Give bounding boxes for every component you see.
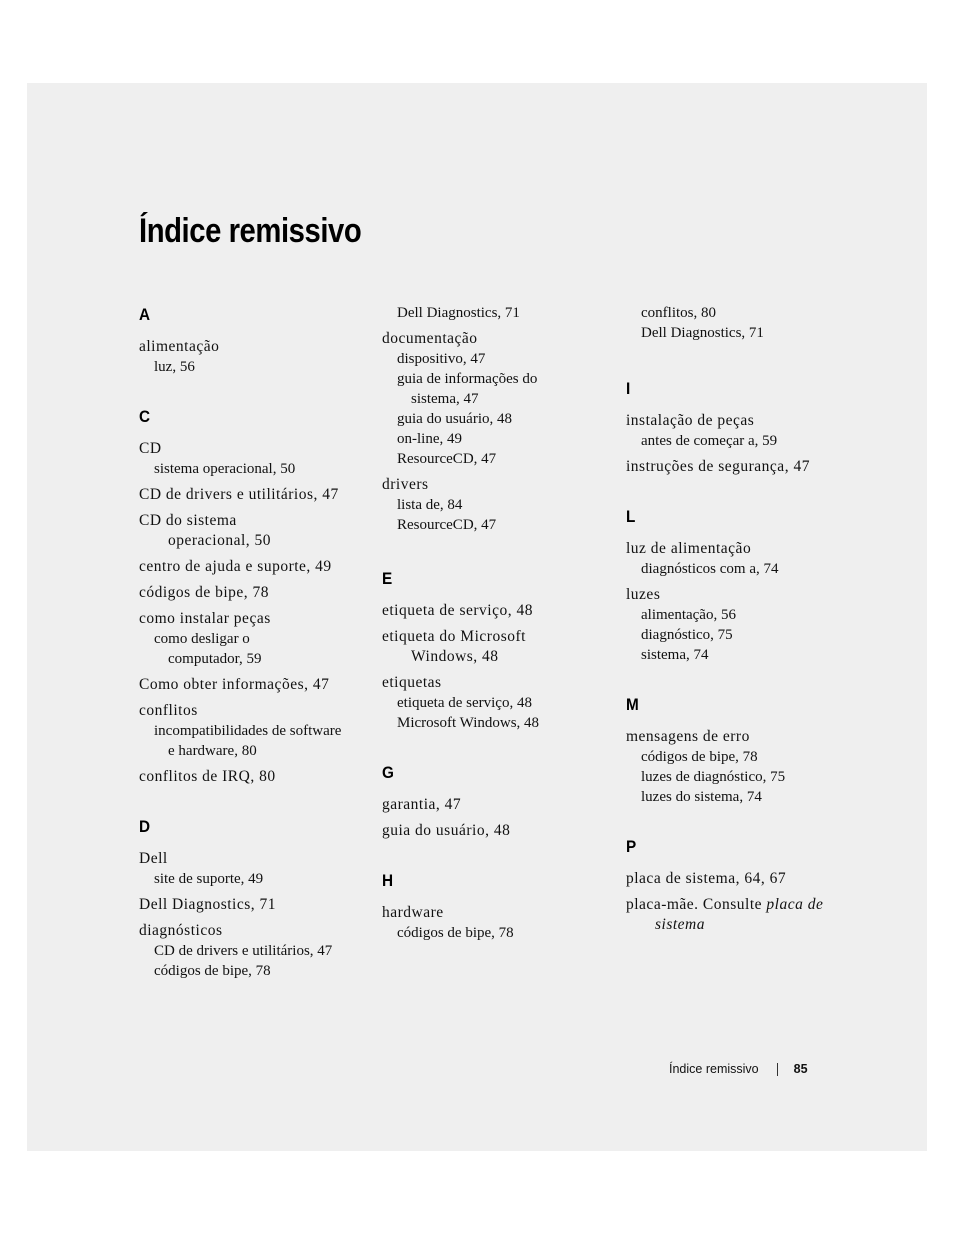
index-entry	[382, 627, 607, 667]
entry-subterm: luz, 56	[154, 359, 195, 375]
entry-subterm: on-line, 49	[397, 431, 462, 447]
section-letter: E	[382, 569, 393, 588]
index-entry	[626, 539, 851, 579]
cross-reference-continued: sistema	[655, 916, 705, 933]
index-column-2	[382, 303, 607, 965]
entry-subterm: códigos de bipe, 78	[641, 749, 758, 765]
entry-term: Dell Diagnostics, 71	[139, 896, 276, 913]
index-entry	[139, 895, 364, 915]
entry-term: Dell	[139, 850, 168, 867]
entry-term: garantia, 47	[382, 796, 462, 813]
index-section-e	[382, 569, 607, 733]
entry-subterm: luzes de diagnóstico, 75	[641, 769, 786, 785]
entry-subterm: códigos de bipe, 78	[397, 925, 514, 941]
entry-term: luzes	[626, 586, 661, 603]
index-section-p	[626, 837, 851, 935]
continued-entries	[382, 303, 607, 323]
entry-subterm: Dell Diagnostics, 71	[397, 305, 520, 321]
entry-subterm: diagnósticos com a, 74	[641, 561, 779, 577]
index-entry	[139, 485, 364, 505]
index-entry	[626, 585, 851, 665]
entry-subterm: códigos de bipe, 78	[154, 963, 271, 979]
footer-divider	[777, 1063, 778, 1076]
entry-term: placa de sistema, 64, 67	[626, 870, 787, 887]
entry-subterm-continued: sistema, 47	[411, 391, 479, 407]
entry-subterm: como desligar o	[154, 631, 250, 647]
entry-term: conflitos	[139, 702, 198, 719]
section-letter: A	[139, 305, 151, 324]
entry-subterm: sistema operacional, 50	[154, 461, 296, 477]
section-letter: P	[626, 837, 637, 856]
page-footer	[669, 1062, 808, 1076]
entry-subterm-continued: e hardware, 80	[168, 743, 257, 759]
entry-term: alimentação	[139, 338, 220, 355]
section-letter: I	[626, 379, 631, 398]
index-section-h	[382, 871, 607, 943]
entry-term: CD	[139, 440, 162, 457]
entry-term: diagnósticos	[139, 922, 223, 939]
entry-subterm: Dell Diagnostics, 71	[641, 325, 764, 341]
index-entry	[139, 849, 364, 889]
page-title: Índice remissivo	[139, 212, 362, 250]
entry-term: Como obter informações, 47	[139, 676, 330, 693]
entry-term: drivers	[382, 476, 429, 493]
entry-subterm: etiqueta de serviço, 48	[397, 695, 532, 711]
entry-term: documentação	[382, 330, 478, 347]
entry-term: códigos de bipe, 78	[139, 584, 270, 601]
section-letter: H	[382, 871, 394, 890]
entry-term: mensagens de erro	[626, 728, 750, 745]
index-entry	[626, 895, 851, 935]
entry-subterm: sistema, 74	[641, 647, 709, 663]
entry-term: conflitos de IRQ, 80	[139, 768, 276, 785]
index-entry	[139, 439, 364, 479]
index-entry	[139, 337, 364, 377]
section-letter: L	[626, 507, 636, 526]
entry-subterm: incompatibilidades de software	[154, 723, 342, 739]
index-section-l	[626, 507, 851, 665]
index-column-1	[139, 303, 364, 1003]
cross-reference: placa de	[766, 896, 824, 913]
entry-subterm: ResourceCD, 47	[397, 517, 497, 533]
entry-subterm-continued: computador, 59	[168, 651, 262, 667]
section-letter: D	[139, 817, 151, 836]
entry-subterm: Microsoft Windows, 48	[397, 715, 540, 731]
index-entry	[626, 457, 851, 477]
index-entry	[139, 511, 364, 551]
index-column-3	[626, 303, 851, 957]
index-section-a	[139, 305, 364, 377]
index-entry	[382, 903, 607, 943]
entry-term: instalação de peças	[626, 412, 755, 429]
index-section-m	[626, 695, 851, 807]
index-entry	[382, 601, 607, 621]
entry-subterm: ResourceCD, 47	[397, 451, 497, 467]
entry-subterm: dispositivo, 47	[397, 351, 486, 367]
index-entry	[139, 609, 364, 669]
entry-term: CD de drivers e utilitários, 47	[139, 486, 339, 503]
index-section-i	[626, 379, 851, 477]
entry-subterm: antes de começar a, 59	[641, 433, 778, 449]
entry-subterm: diagnóstico, 75	[641, 627, 733, 643]
index-entry	[626, 727, 851, 807]
index-entry	[626, 869, 851, 889]
entry-term-text: placa-mãe. Consulte	[626, 896, 763, 913]
index-entry	[139, 767, 364, 787]
continued-entries	[626, 303, 851, 343]
entry-subterm: guia de informações do	[397, 371, 538, 387]
index-entry	[382, 329, 607, 469]
entry-subterm: lista de, 84	[397, 497, 463, 513]
entry-subterm: CD de drivers e utilitários, 47	[154, 943, 333, 959]
entry-subterm: site de suporte, 49	[154, 871, 264, 887]
entry-subterm: luzes do sistema, 74	[641, 789, 762, 805]
entry-term: guia do usuário, 48	[382, 822, 511, 839]
entry-term: etiquetas	[382, 674, 442, 691]
section-letter: C	[139, 407, 151, 426]
footer-section-title: Índice remissivo	[669, 1062, 759, 1076]
entry-term-continued: Windows, 48	[411, 648, 499, 665]
index-entry	[382, 475, 607, 535]
index-entry	[626, 411, 851, 451]
index-entry	[139, 583, 364, 603]
index-entry	[139, 675, 364, 695]
section-letter: M	[626, 695, 639, 714]
entry-term: centro de ajuda e suporte, 49	[139, 558, 332, 575]
entry-term-continued: operacional, 50	[168, 532, 272, 549]
entry-term	[626, 895, 851, 915]
index-section-g	[382, 763, 607, 841]
entry-term: etiqueta de serviço, 48	[382, 602, 533, 619]
index-entry	[139, 557, 364, 577]
entry-subterm: guia do usuário, 48	[397, 411, 512, 427]
entry-term: CD do sistema	[139, 512, 237, 529]
entry-term: etiqueta do Microsoft	[382, 628, 526, 645]
entry-term: luz de alimentação	[626, 540, 752, 557]
index-entry	[382, 673, 607, 733]
entry-subterm: conflitos, 80	[641, 305, 716, 321]
index-section-d	[139, 817, 364, 981]
page-number: 85	[793, 1062, 808, 1076]
index-entry	[139, 701, 364, 761]
entry-subterm: alimentação, 56	[641, 607, 736, 623]
index-entry	[382, 821, 607, 841]
index-section-c	[139, 407, 364, 787]
entry-term: instruções de segurança, 47	[626, 458, 810, 475]
index-entry	[139, 921, 364, 981]
section-letter: G	[382, 763, 394, 782]
index-entry	[382, 795, 607, 815]
entry-term: como instalar peças	[139, 610, 271, 627]
index-section-d-continued	[382, 329, 607, 535]
entry-term: hardware	[382, 904, 444, 921]
